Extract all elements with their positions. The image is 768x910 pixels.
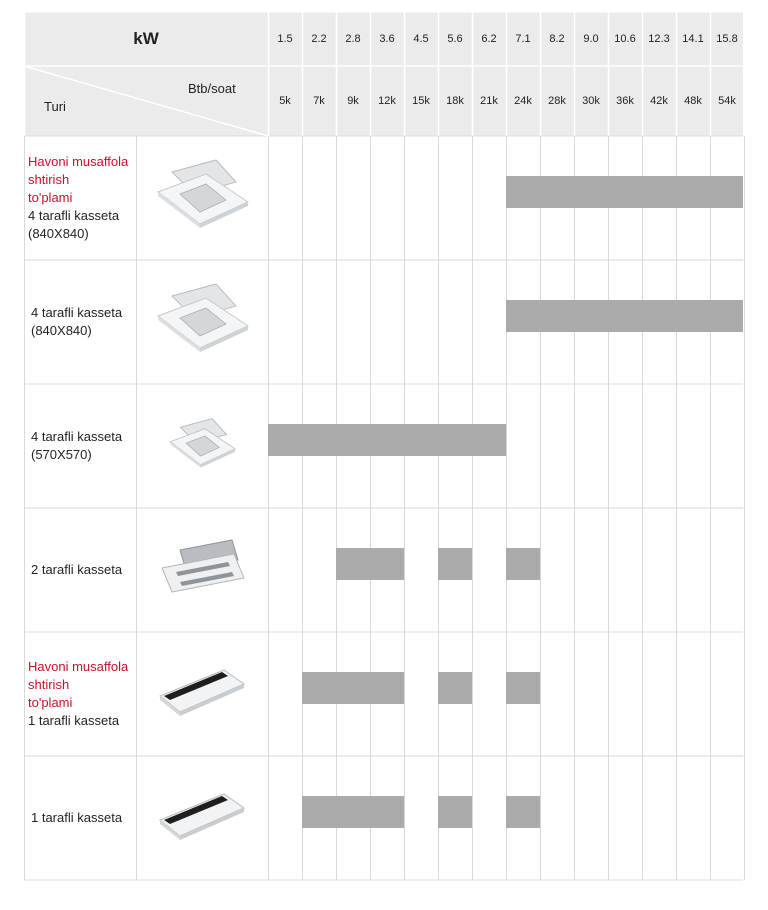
availability-bar-segment xyxy=(574,176,608,208)
4-way-cassette-compact-icon xyxy=(170,419,235,468)
availability-bar-segment xyxy=(574,300,608,332)
2-way-cassette-icon xyxy=(162,540,244,592)
availability-bar-segment xyxy=(404,424,438,456)
product-label-text: (570X570) xyxy=(31,447,92,462)
btu-value: 28k xyxy=(548,95,566,107)
availability-bar-segment xyxy=(506,176,540,208)
availability-bar-segment xyxy=(268,424,302,456)
btu-value: 18k xyxy=(446,95,464,107)
btu-value: 9k xyxy=(347,95,359,107)
kw-value: 7.1 xyxy=(515,33,531,45)
availability-bar-segment xyxy=(506,672,540,704)
product-label-highlight: Havoni musaffola xyxy=(28,659,129,674)
availability-bar-segment xyxy=(438,796,472,828)
availability-bar-segment xyxy=(506,300,540,332)
kw-header-label: kW xyxy=(133,29,159,48)
btu-value: 54k xyxy=(718,95,736,107)
availability-bar-segment xyxy=(540,300,574,332)
product-type-label xyxy=(31,428,137,464)
btu-value: 7k xyxy=(313,95,325,107)
availability-bar-segment xyxy=(608,300,642,332)
kw-value: 12.3 xyxy=(648,33,670,45)
product-label-highlight: Havoni musaffola xyxy=(28,154,129,169)
kw-value: 5.6 xyxy=(447,33,463,45)
availability-bar-segment xyxy=(506,796,540,828)
availability-bar-segment xyxy=(336,424,370,456)
4-way-cassette-large-icon xyxy=(158,160,248,228)
product-label-text: 1 tarafli kasseta xyxy=(28,713,120,728)
availability-bar-segment xyxy=(370,548,404,580)
availability-bar-segment xyxy=(642,300,676,332)
1-way-cassette-icon xyxy=(160,670,244,716)
kw-value: 14.1 xyxy=(682,33,704,45)
availability-bar-segment xyxy=(302,672,336,704)
availability-bar-segment xyxy=(438,672,472,704)
product-type-label xyxy=(31,809,137,827)
kw-value: 8.2 xyxy=(549,33,565,45)
btu-value: 21k xyxy=(480,95,498,107)
product-label-text: 4 tarafli kasseta xyxy=(31,429,123,444)
availability-bar-segment xyxy=(438,548,472,580)
availability-bar-segment xyxy=(370,672,404,704)
btu-value: 48k xyxy=(684,95,702,107)
product-type-label xyxy=(31,304,137,340)
product-label-highlight: shtirish xyxy=(28,172,70,187)
availability-bar-segment xyxy=(642,176,676,208)
product-type-label xyxy=(28,153,134,243)
availability-bar-segment xyxy=(540,176,574,208)
kw-value: 2.8 xyxy=(345,33,361,45)
product-label-text: 4 tarafli kasseta xyxy=(31,305,123,320)
availability-bar-segment xyxy=(370,796,404,828)
availability-bar-segment xyxy=(710,300,743,332)
availability-bar-segment xyxy=(608,176,642,208)
availability-bar-segment xyxy=(472,424,506,456)
btu-value: 15k xyxy=(412,95,430,107)
kw-value: 10.6 xyxy=(614,33,636,45)
kw-value: 9.0 xyxy=(583,33,599,45)
type-header-label: Turi xyxy=(44,99,66,114)
btu-header-label: Btb/soat xyxy=(188,81,236,96)
availability-bar-segment xyxy=(336,672,370,704)
product-label-text: 4 tarafli kasseta xyxy=(28,208,120,223)
product-type-label xyxy=(28,658,134,730)
product-label-highlight: to'plami xyxy=(28,695,73,710)
btu-value: 5k xyxy=(279,95,291,107)
availability-bar-segment xyxy=(676,176,710,208)
product-images xyxy=(158,160,248,840)
btu-value: 36k xyxy=(616,95,634,107)
kw-value: 3.6 xyxy=(379,33,395,45)
kw-value: 4.5 xyxy=(413,33,429,45)
availability-bar-segment xyxy=(336,796,370,828)
btu-value: 12k xyxy=(378,95,396,107)
kw-value: 6.2 xyxy=(481,33,497,45)
product-label-text: 1 tarafli kasseta xyxy=(31,810,123,825)
availability-bar-segment xyxy=(370,424,404,456)
availability-bar-segment xyxy=(506,548,540,580)
product-label-highlight: shtirish xyxy=(28,677,70,692)
product-label-text: (840X840) xyxy=(31,323,92,338)
kw-value: 1.5 xyxy=(277,33,293,45)
kw-value: 15.8 xyxy=(716,33,738,45)
availability-bar-segment xyxy=(676,300,710,332)
btu-value: 24k xyxy=(514,95,532,107)
product-type-label xyxy=(31,561,137,579)
availability-bar-segment xyxy=(302,424,336,456)
availability-bar-segment xyxy=(438,424,472,456)
4-way-cassette-large-icon xyxy=(158,284,248,352)
kw-value: 2.2 xyxy=(311,33,327,45)
availability-bar-segment xyxy=(336,548,370,580)
product-label-text: (840X840) xyxy=(28,226,89,241)
availability-bar-segment xyxy=(302,796,336,828)
1-way-cassette-icon xyxy=(160,794,244,840)
availability-bar-segment xyxy=(710,176,743,208)
product-label-text: 2 tarafli kasseta xyxy=(31,562,123,577)
btu-value: 42k xyxy=(650,95,668,107)
product-label-highlight: to'plami xyxy=(28,190,73,205)
btu-value: 30k xyxy=(582,95,600,107)
